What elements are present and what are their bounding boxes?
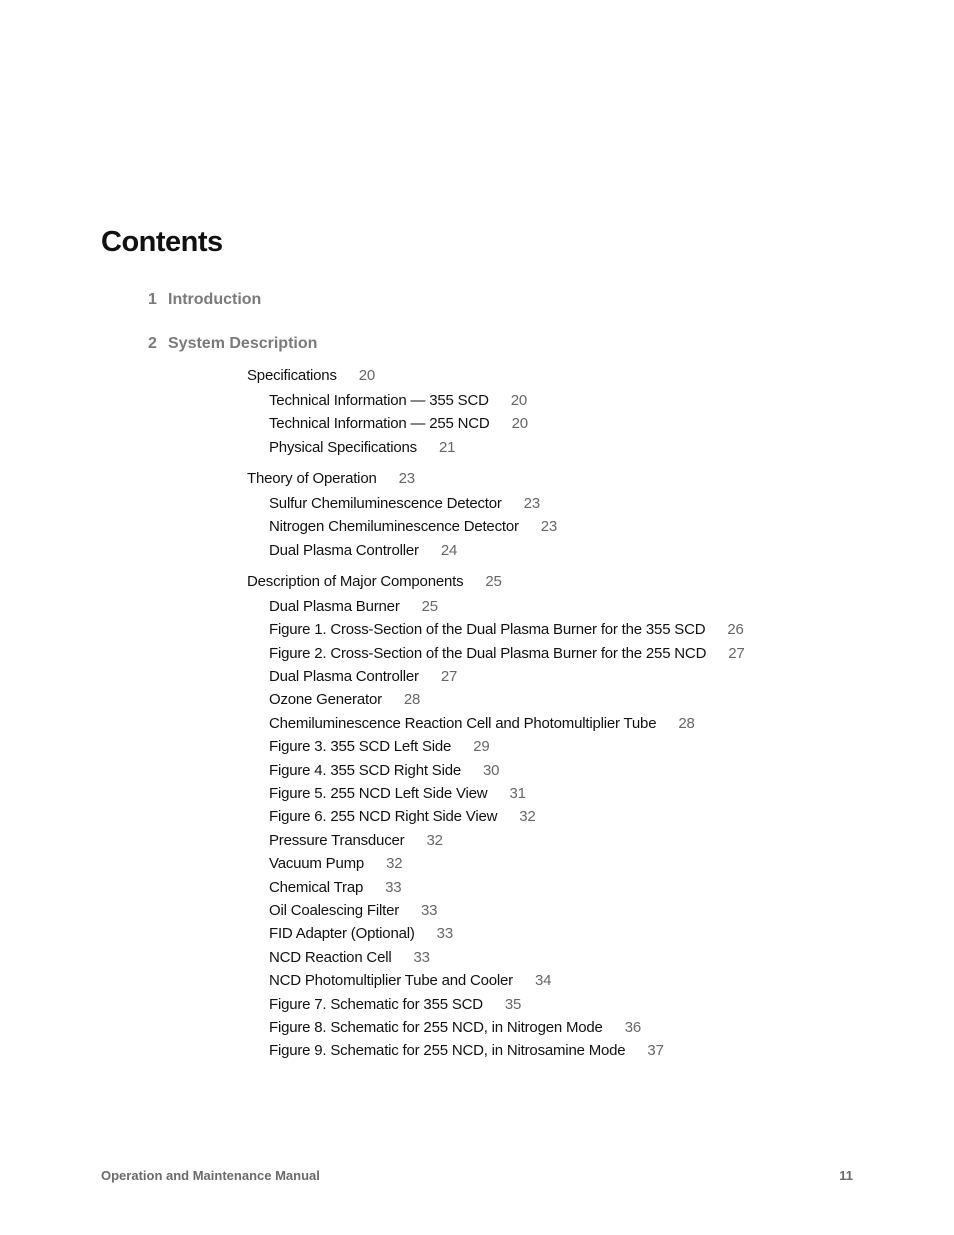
toc-entry[interactable] [269, 762, 499, 779]
toc-entry[interactable] [269, 691, 420, 708]
toc-entry-title: Dual Plasma Burner [269, 598, 400, 615]
toc-entry[interactable] [269, 598, 438, 615]
toc-page-number: 23 [398, 470, 415, 487]
toc-entry-title: Sulfur Chemiluminescence Detector [269, 495, 502, 512]
toc-page-number: 30 [483, 762, 500, 779]
footer-manual-title: Operation and Maintenance Manual [101, 1168, 320, 1183]
toc-entry[interactable] [269, 855, 402, 872]
toc-entry-title: Figure 9. Schematic for 255 NCD, in Nitrosamine Mode [269, 1042, 626, 1059]
toc-entry-theory-of-operation[interactable] [247, 470, 415, 487]
toc-page-number: 23 [540, 518, 558, 535]
toc-page-number: 32 [519, 808, 536, 825]
toc-entry-title: Figure 6. 255 NCD Right Side View [269, 808, 498, 825]
toc-page-number: 20 [358, 367, 376, 384]
toc-entry-title: NCD Reaction Cell [269, 949, 392, 966]
toc-page-number: 33 [413, 949, 430, 966]
toc-page-number: 25 [421, 598, 438, 615]
chapter-title: Introduction [168, 291, 262, 308]
toc-entry[interactable] [269, 832, 443, 849]
toc-page-number: 20 [511, 415, 528, 432]
toc-entry[interactable] [269, 518, 557, 535]
toc-entry-title: Physical Specifications [269, 439, 417, 456]
toc-page-number: 36 [624, 1019, 641, 1036]
toc-entry[interactable] [269, 668, 457, 685]
toc-entry[interactable] [269, 879, 401, 896]
chapter-introduction[interactable] [148, 291, 261, 309]
toc-entry-title: Figure 8. Schematic for 255 NCD, in Nitrogen Mode [269, 1019, 603, 1036]
toc-entry[interactable] [269, 415, 528, 432]
toc-entry-title: Figure 7. Schematic for 355 SCD [269, 996, 483, 1013]
toc-entry-title: FID Adapter (Optional) [269, 925, 415, 942]
toc-page-number: 37 [647, 1042, 664, 1059]
toc-entry[interactable] [269, 645, 745, 662]
toc-entry-title: Figure 2. Cross-Section of the Dual Plasma Burner for the 255 NCD [269, 645, 707, 662]
chapter-system-description[interactable] [148, 335, 317, 353]
toc-entry-title: Technical Information — 355 SCD [269, 392, 489, 409]
toc-entry[interactable] [269, 542, 457, 559]
toc-page-number: 20 [510, 392, 528, 409]
toc-page-number: 29 [473, 738, 490, 755]
toc-entry[interactable] [269, 996, 521, 1013]
toc-page-number: 27 [728, 645, 745, 662]
toc-page-number: 28 [403, 691, 421, 708]
toc-page-number: 28 [678, 715, 695, 732]
toc-entry-title: Dual Plasma Controller [269, 542, 419, 559]
toc-entry-major-components[interactable] [247, 573, 502, 590]
toc-entry-title: Oil Coalescing Filter [269, 902, 400, 919]
toc-entry-title: NCD Photomultiplier Tube and Cooler [269, 972, 513, 989]
toc-entry[interactable] [269, 621, 744, 638]
toc-entry[interactable] [269, 495, 540, 512]
toc-page-number: 32 [386, 855, 403, 872]
toc-entry-title: Chemical Trap [269, 879, 364, 896]
toc-page-number: 26 [727, 621, 744, 638]
toc-entry[interactable] [269, 439, 455, 456]
toc-entry[interactable] [269, 1042, 664, 1059]
toc-page-number: 31 [509, 785, 526, 802]
toc-page-number: 24 [440, 542, 458, 559]
toc-entry-title: Theory of Operation [247, 470, 377, 487]
chapter-number: 2 [148, 335, 157, 352]
toc-entry[interactable] [269, 902, 437, 919]
toc-entry-title: Technical Information — 255 NCD [269, 415, 490, 432]
toc-entry[interactable] [269, 949, 430, 966]
toc-entry-title: Dual Plasma Controller [269, 668, 419, 685]
toc-entry[interactable] [269, 738, 490, 755]
toc-entry-title: Chemiluminescence Reaction Cell and Photomultiplier Tube [269, 715, 657, 732]
toc-entry[interactable] [269, 785, 526, 802]
toc-entry-title: Description of Major Components [247, 573, 464, 590]
toc-entry-title: Figure 4. 355 SCD Right Side [269, 762, 462, 779]
page-title: Contents [101, 226, 223, 258]
toc-page-number: 33 [421, 902, 438, 919]
toc-entry[interactable] [269, 715, 695, 732]
toc-page-number: 25 [485, 573, 502, 590]
toc-page-number: 32 [426, 832, 443, 849]
toc-page-number: 34 [534, 972, 552, 989]
toc-entry-specifications[interactable] [247, 367, 375, 384]
toc-entry-title: Ozone Generator [269, 691, 382, 708]
toc-page-number: 33 [385, 879, 402, 896]
footer-page-number: 11 [839, 1168, 853, 1183]
toc-entry-title: Figure 5. 255 NCD Left Side View [269, 785, 488, 802]
toc-entry[interactable] [269, 972, 551, 989]
toc-entry[interactable] [269, 1019, 641, 1036]
toc-page-number: 33 [436, 925, 453, 942]
toc-entry[interactable] [269, 925, 453, 942]
chapter-number: 1 [148, 291, 157, 308]
toc-entry-title: Figure 3. 355 SCD Left Side [269, 738, 452, 755]
chapter-title: System Description [168, 335, 318, 352]
toc-page-number: 23 [523, 495, 540, 512]
toc-entry-title: Vacuum Pump [269, 855, 365, 872]
toc-entry-title: Specifications [247, 367, 337, 384]
toc-page-number: 21 [438, 439, 456, 456]
toc-entry-title: Figure 1. Cross-Section of the Dual Plasma Burner for the 355 SCD [269, 621, 706, 638]
toc-entry-title: Pressure Transducer [269, 832, 405, 849]
toc-entry[interactable] [269, 392, 527, 409]
toc-entry[interactable] [269, 808, 536, 825]
toc-page-number: 27 [440, 668, 458, 685]
toc-page-number: 35 [504, 996, 522, 1013]
toc-entry-title: Nitrogen Chemiluminescence Detector [269, 518, 519, 535]
